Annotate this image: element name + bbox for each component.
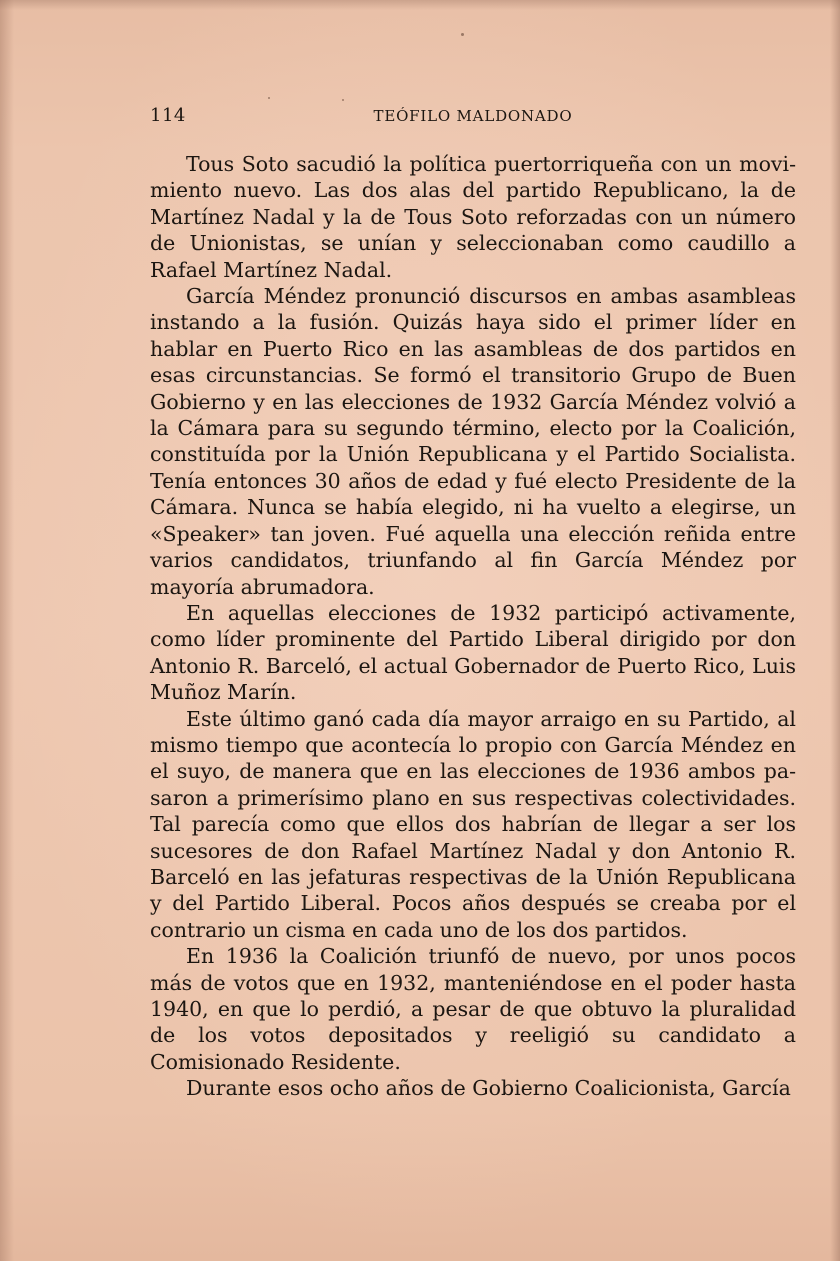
paragraph-4: Este último ganó cada día mayor arraigo en su Partido, al mismo tiempo que acontecía lo propio con García Méndez en el suyo, de manera que en las elecciones de 1936 ambos pasaron a primerísimo plano en sus respectivas colectividades. Tal parecía como que ellos dos habrían de llegar a ser los sucesores de don Rafael Martínez Nadal y don Antonio R. Barceló en las jefaturas respectivas de la Unión Republicana y del Partido Liberal. Pocos años después se creaba por el contrario un cisma en cada uno de los dos partidos. bbox=[150, 706, 796, 942]
paper-speck bbox=[342, 99, 344, 101]
page-header bbox=[150, 105, 796, 129]
paragraph-5: En 1936 la Coalición triunfó de nuevo, por unos pocos más de votos que en 1932, manteniéndose en el poder hasta 1940, en que lo perdió, a pesar de que obtuvo la pluralidad de los votos depositados y reeligió su candidato a Comisionado Residente. bbox=[150, 944, 796, 1074]
body-text bbox=[150, 151, 796, 1102]
page-number: 114 bbox=[150, 105, 186, 126]
paragraph-2: García Méndez pronunció discursos en ambas asambleas instando a la fusión. Quizás haya sido el primer líder en hablar en Puerto Rico en las asambleas de dos partidos en esas circunstancias. Se formó el transitorio Grupo de Buen Gobierno y en las elecciones de 1932 García Méndez volvió a la Cámara para su segundo término, electo por la Coalición, constituída por la Unión Republicana y el Partido Socialista. Tenía entonces 30 años de edad y fué electo Presidente de la Cámara. Nunca se había elegido, ni ha vuelto a elegirse, un «Speaker» tan joven. Fué aquella una elección reñida entre varios candidatos, triunfando al fin García Méndez por mayoría abrumadora. bbox=[150, 284, 796, 599]
paper-speck bbox=[461, 33, 464, 36]
page-edge-shadow-right bbox=[830, 0, 840, 1261]
running-head: TEÓFILO MALDONADO bbox=[373, 107, 573, 125]
paragraph-6: Durante esos ocho años de Gobierno Coalicionista, García bbox=[186, 1076, 791, 1101]
page-edge-shadow-top bbox=[0, 0, 840, 10]
paragraph-1: Tous Soto sacudió la política puertorriqueña con un movimiento nuevo. Las dos alas del partido Republicano, la de Martínez Nadal y la de Tous Soto reforzadas con un número de Unionistas, se unían y seleccionaban como caudillo a Rafael Martínez Nadal. bbox=[150, 152, 796, 282]
paragraph-3: En aquellas elecciones de 1932 participó activamente, como líder prominente del Partido Liberal dirigido por don Antonio R. Barceló, el actual Gobernador de Puerto Rico, Luis Muñoz Marín. bbox=[150, 600, 796, 705]
page-edge-shadow-left bbox=[0, 0, 14, 1261]
paper-speck bbox=[268, 97, 270, 99]
